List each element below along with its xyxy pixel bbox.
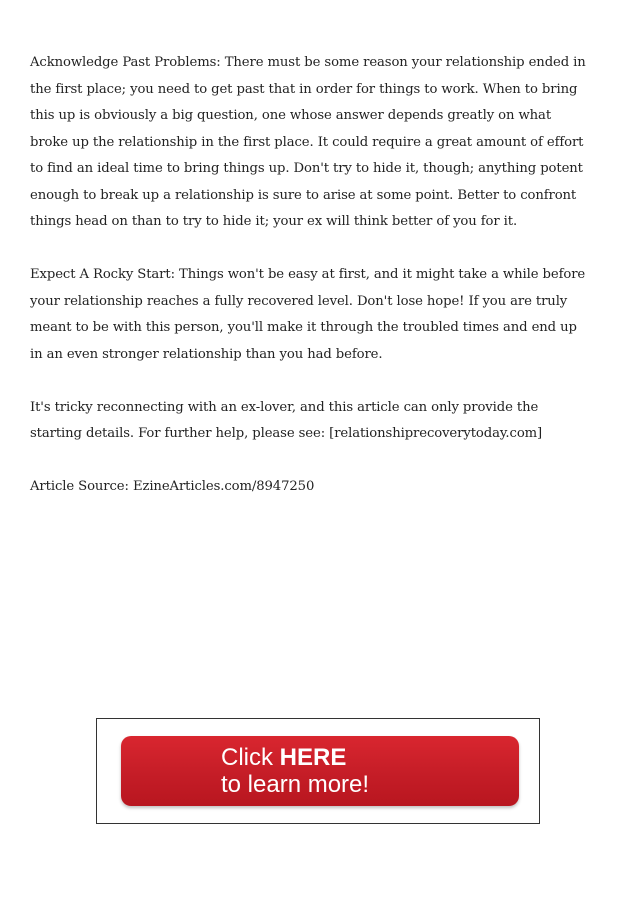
banner-line-2: to learn more!	[221, 771, 370, 798]
paragraph-acknowledge-past-problems: Acknowledge Past Problems: There must be some reason your relationship ended in the first place; you need to get past that in order for things to work. When to bring this up is obviously a big question, one whose answer depends greatly on what broke up the relationship in the first place. It could require a great amount of effort to find an ideal time to bring things up. Don't try to hide it, though; anything potent enough to break up a relationship is sure to arise at some point. Better to confront things head on than to try to hide it; your ex will think better of you for it.	[30, 55, 586, 229]
banner-line-1	[221, 744, 461, 771]
paragraph-expect-rocky-start: Expect A Rocky Start: Things won't be easy at first, and it might take a while before your relationship reaches a fully recovered level. Don't lose hope! If you are truly meant to be with this person, you'll make it through the troubled times and end up in an even stronger relationship than you had before.	[30, 267, 586, 362]
article-source: Article Source: EzineArticles.com/8947250	[30, 479, 315, 494]
banner-text	[221, 744, 461, 798]
click-here-banner-button[interactable]	[121, 736, 519, 806]
banner-frame	[96, 718, 540, 824]
banner-click-text: Click	[221, 744, 280, 771]
paragraph-further-help: It's tricky reconnecting with an ex-lover, and this article can only provide the starting details. For further help, please see: [relationshiprecoverytoday.com]	[30, 399, 543, 441]
article-body	[30, 50, 590, 527]
banner-here-text: HERE	[279, 744, 347, 771]
